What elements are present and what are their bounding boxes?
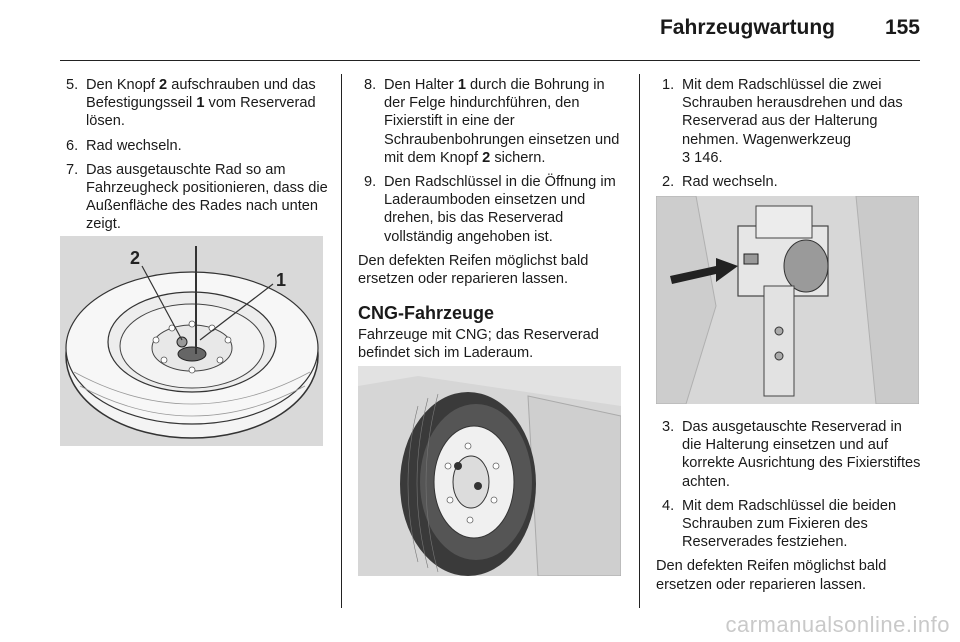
step-list-3b <box>656 418 922 551</box>
step-text: Den Knopf <box>86 77 160 93</box>
step-number: 1. <box>662 77 675 93</box>
step-text: Mit dem Radschlüssel die zwei Schrauben herausdrehen und das Reserverad aus der Halterung nehmen. Wagenwerkzeug <box>682 77 903 148</box>
callout-1: 1 <box>276 270 287 290</box>
ref-number: 2 <box>482 149 491 166</box>
step-text: Rad wechseln. <box>682 174 778 191</box>
step-text: Rad wechseln. <box>86 137 182 154</box>
step-number: 4. <box>662 497 675 514</box>
step-9 <box>358 173 628 246</box>
step-text: aufschrauben und das Befestigungsseil <box>86 77 316 112</box>
step-text: vom Reserverad lösen. <box>86 95 316 130</box>
spare-wheel-holder-illustration <box>656 196 919 404</box>
step-1 <box>656 76 922 167</box>
step-3 <box>656 418 922 491</box>
page-title: Fahrzeugwartung <box>659 16 835 39</box>
step-number: 9. <box>364 174 377 191</box>
column-3 <box>656 76 922 197</box>
ref-number: 2 <box>159 77 168 93</box>
step-number: 8. <box>364 77 377 93</box>
watermark: carmanualsonline.info <box>725 612 950 637</box>
step-5 <box>60 76 328 131</box>
step-text: Das ausgetauschte Reserverad in die Halterung einsetzen und auf korrekte Ausrichtung des Fixierstiftes achten. <box>682 419 921 490</box>
step-6 <box>60 137 328 155</box>
step-number: 5. <box>66 77 79 93</box>
step-text: Den Halter <box>384 77 458 93</box>
step-7 <box>60 161 328 234</box>
page-reference[interactable]: 3 146. <box>682 149 723 166</box>
step-list-1 <box>60 76 328 234</box>
step-number: 2. <box>662 174 675 191</box>
section-heading: CNG-Fahrzeuge <box>358 303 495 324</box>
step-number: 6. <box>66 137 79 154</box>
spare-wheel-illustration <box>60 236 323 446</box>
column-3-lower <box>656 418 922 600</box>
column-divider-1 <box>341 74 342 608</box>
cng-spare-wheel-illustration <box>358 366 621 576</box>
header-divider <box>60 60 920 61</box>
page-number: 155 <box>884 16 920 39</box>
step-text: sichern. <box>490 149 546 166</box>
paragraph: Den defekten Reifen möglichst bald ersetzen oder reparieren lassen. <box>358 252 589 288</box>
column-divider-2 <box>639 74 640 608</box>
step-text: Das ausgetauschte Rad so am Fahrzeugheck positionieren, dass die Außenfläche des Rades nach unten zeigt. <box>86 161 328 233</box>
step-text: Mit dem Radschlüssel die beiden Schrauben zum Fixieren des Reserverades festziehen. <box>682 497 897 551</box>
step-4 <box>656 497 922 552</box>
step-8 <box>358 76 628 167</box>
step-text: Den Radschlüssel in die Öffnung im Laderaumboden einsetzen und drehen, bis das Reserverad vollständig angehoben ist. <box>384 174 616 245</box>
column-2 <box>358 76 628 369</box>
step-text: durch die Bohrung in der Felge hindurchführen, den Fixierstift in eine der Schraubenbohrungen einsetzen und mit dem Knopf <box>384 77 620 166</box>
step-number: 3. <box>662 419 675 435</box>
ref-number: 1 <box>457 77 466 93</box>
ref-number: 1 <box>196 95 205 112</box>
column-1 <box>60 76 328 240</box>
step-number: 7. <box>66 161 79 178</box>
step-list-2 <box>358 76 628 246</box>
callout-2: 2 <box>130 248 141 268</box>
step-2 <box>656 173 922 191</box>
paragraph: Den defekten Reifen möglichst bald ersetzen oder reparieren lassen. <box>656 558 887 593</box>
step-list-3 <box>656 76 922 191</box>
paragraph: Fahrzeuge mit CNG; das Reserverad befindet sich im Laderaum. <box>358 327 599 362</box>
